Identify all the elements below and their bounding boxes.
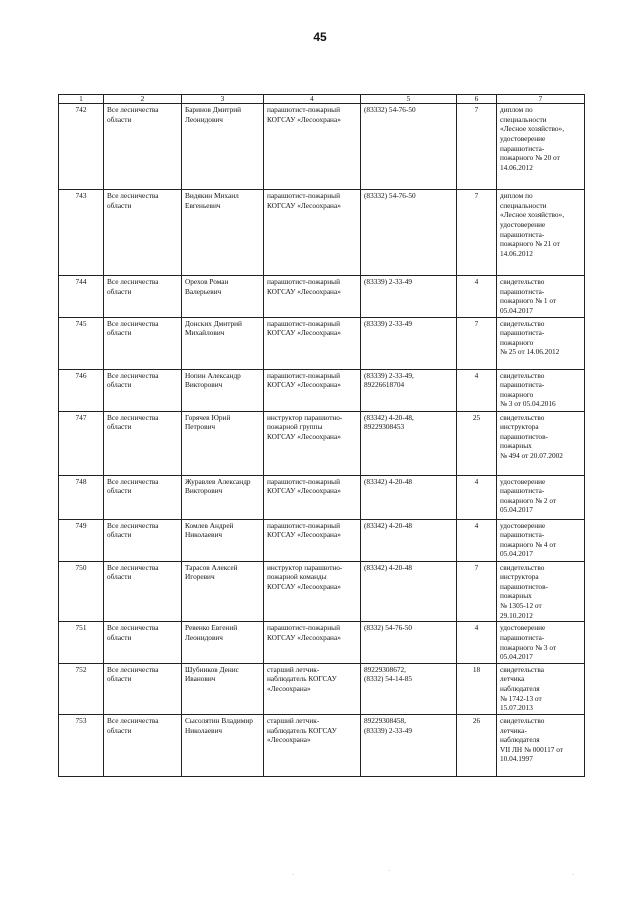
document-cell: диплом по специальности «Лесное хозяйство», удостоверение парашютиста- пожарного № 21 от 14.06.2012 [497, 190, 585, 276]
phone-cell: (83339) 2-33-49 [361, 317, 457, 369]
document-cell: свидетельство инструктора парашютистов- пожарных № 494 от 20.07.2002 [497, 411, 585, 475]
row-number: 744 [59, 276, 104, 318]
position-cell: парашютист-пожарный КОГСАУ «Лесоохрана» [264, 369, 361, 411]
area-cell: Все лесничества области [104, 622, 182, 664]
area-cell: Все лесничества области [104, 561, 182, 622]
phone-cell: (8332) 54-76-50 [361, 622, 457, 664]
position-cell: парашютист-пожарный КОГСАУ «Лесоохрана» [264, 622, 361, 664]
table-row [59, 317, 585, 369]
name-cell: Тарасов Алексей Игоревич [182, 561, 264, 622]
name-cell: Нопин Александр Викторович [182, 369, 264, 411]
header-cell: 3 [182, 95, 264, 104]
phone-cell: (83332) 54-76-50 [361, 104, 457, 190]
phone-cell: (83332) 54-76-50 [361, 190, 457, 276]
area-cell: Все лесничества области [104, 276, 182, 318]
position-cell: инструктор парашютно- пожарной группы КОГСАУ «Лесоохрана» [264, 411, 361, 475]
document-cell: свидетельство инструктора парашютистов- пожарных № 1305-12 от 29.10.2012 [497, 561, 585, 622]
document-cell: свидетельство летчика- наблюдателя VII ЛН № 000117 от 10.04.1997 [497, 714, 585, 776]
experience-cell: 18 [457, 663, 497, 714]
header-cell: 7 [497, 95, 585, 104]
phone-cell: (83342) 4-20-48 [361, 519, 457, 561]
experience-cell: 25 [457, 411, 497, 475]
table-row [59, 475, 585, 519]
phone-cell: (83339) 2-33-49 [361, 276, 457, 318]
header-cell: 5 [361, 95, 457, 104]
scan-artifact: · [388, 868, 390, 874]
row-number: 753 [59, 714, 104, 776]
position-cell: парашютист-пожарный КОГСАУ «Лесоохрана» [264, 190, 361, 276]
experience-cell: 4 [457, 519, 497, 561]
area-cell: Все лесничества области [104, 369, 182, 411]
table-row [59, 714, 585, 776]
header-cell: 4 [264, 95, 361, 104]
name-cell: Баринов Дмитрий Леонидович [182, 104, 264, 190]
name-cell: Ревенко Евгений Леонидович [182, 622, 264, 664]
area-cell: Все лесничества области [104, 663, 182, 714]
name-cell: Горячев Юрий Петрович [182, 411, 264, 475]
phone-cell: 89229308672, (8332) 54-14-85 [361, 663, 457, 714]
area-cell: Все лесничества области [104, 714, 182, 776]
area-cell: Все лесничества области [104, 104, 182, 190]
row-number: 748 [59, 475, 104, 519]
position-cell: парашютист-пожарный КОГСАУ «Лесоохрана» [264, 317, 361, 369]
table-row [59, 411, 585, 475]
header-cell: 2 [104, 95, 182, 104]
row-number: 742 [59, 104, 104, 190]
area-cell: Все лесничества области [104, 317, 182, 369]
experience-cell: 7 [457, 561, 497, 622]
phone-cell: 89229308458, (83339) 2-33-49 [361, 714, 457, 776]
document-cell: свидетельство парашютиста- пожарного № 1 от 05.04.2017 [497, 276, 585, 318]
name-cell: Донских Дмитрий Михайлович [182, 317, 264, 369]
table-row [59, 663, 585, 714]
position-cell: парашютист-пожарный КОГСАУ «Лесоохрана» [264, 475, 361, 519]
name-cell: Орехов Роман Валерьевич [182, 276, 264, 318]
document-cell: удостоверение парашютиста- пожарного № 2 от 05.04.2017 [497, 475, 585, 519]
row-number: 752 [59, 663, 104, 714]
header-cell: 6 [457, 95, 497, 104]
experience-cell: 7 [457, 190, 497, 276]
document-cell: удостоверение парашютиста- пожарного № 4 от 05.04.2017 [497, 519, 585, 561]
experience-cell: 7 [457, 317, 497, 369]
position-cell: старший летчик- наблюдатель КОГСАУ «Лесоохрана» [264, 714, 361, 776]
document-cell: свидетельства летчика наблюдателя № 1742-13 от 15.07.2013 [497, 663, 585, 714]
header-row [59, 95, 585, 104]
experience-cell: 4 [457, 622, 497, 664]
phone-cell: (83342) 4-20-48 [361, 561, 457, 622]
experience-cell: 4 [457, 475, 497, 519]
phone-cell: (83342) 4-20-48, 89229308453 [361, 411, 457, 475]
document-cell: удостоверение парашютиста- пожарного № 3 от 05.04.2017 [497, 622, 585, 664]
row-number: 749 [59, 519, 104, 561]
page-number: 45 [313, 30, 327, 44]
position-cell: старший летчик- наблюдатель КОГСАУ «Лесоохрана» [264, 663, 361, 714]
scan-artifact: · [572, 872, 574, 878]
area-cell: Все лесничества области [104, 475, 182, 519]
experience-cell: 4 [457, 369, 497, 411]
experience-cell: 7 [457, 104, 497, 190]
table-row [59, 369, 585, 411]
row-number: 743 [59, 190, 104, 276]
row-number: 745 [59, 317, 104, 369]
name-cell: Сысолятин Владимир Николаевич [182, 714, 264, 776]
row-number: 750 [59, 561, 104, 622]
scan-artifact: · [292, 872, 294, 878]
personnel-table [58, 94, 585, 777]
table-row [59, 622, 585, 664]
experience-cell: 26 [457, 714, 497, 776]
area-cell: Все лесничества области [104, 519, 182, 561]
position-cell: парашютист-пожарный КОГСАУ «Лесоохрана» [264, 104, 361, 190]
document-cell: диплом по специальности «Лесное хозяйство», удостоверение парашютиста- пожарного № 20 от 14.06.2012 [497, 104, 585, 190]
table-row [59, 190, 585, 276]
table-row [59, 276, 585, 318]
position-cell: инструктор парашютно- пожарной команды КОГСАУ «Лесоохрана» [264, 561, 361, 622]
phone-cell: (83339) 2-33-49, 89226618704 [361, 369, 457, 411]
name-cell: Комлев Андрей Николаевич [182, 519, 264, 561]
experience-cell: 4 [457, 276, 497, 318]
position-cell: парашютист-пожарный КОГСАУ «Лесоохрана» [264, 276, 361, 318]
area-cell: Все лесничества области [104, 411, 182, 475]
name-cell: Журавлев Александр Викторович [182, 475, 264, 519]
area-cell: Все лесничества области [104, 190, 182, 276]
row-number: 747 [59, 411, 104, 475]
table-row [59, 519, 585, 561]
position-cell: парашютист-пожарный КОГСАУ «Лесоохрана» [264, 519, 361, 561]
name-cell: Видякин Михаил Евгеньевич [182, 190, 264, 276]
document-cell: свидетельство парашютиста- пожарного № 3 от 05.04.2016 [497, 369, 585, 411]
table-row [59, 104, 585, 190]
header-cell: 1 [59, 95, 104, 104]
row-number: 751 [59, 622, 104, 664]
phone-cell: (83342) 4-20-48 [361, 475, 457, 519]
table-row [59, 561, 585, 622]
document-cell: свидетельство парашютиста- пожарного № 25 от 14.06.2012 [497, 317, 585, 369]
name-cell: Шубников Денис Иванович [182, 663, 264, 714]
row-number: 746 [59, 369, 104, 411]
